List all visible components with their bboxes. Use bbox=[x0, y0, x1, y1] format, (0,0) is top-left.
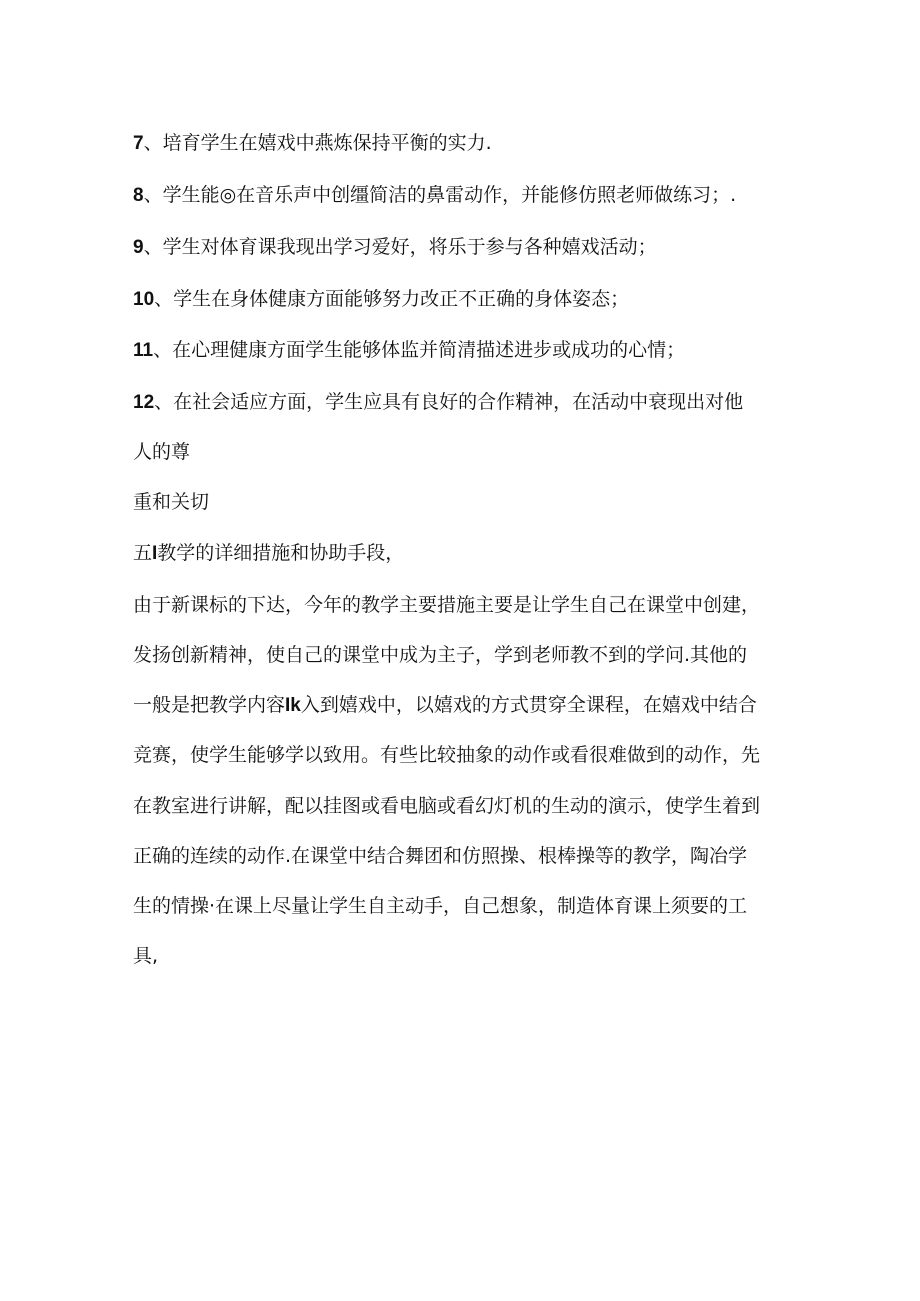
paragraph-text: 生的情操·在课上尽量让学生自主动手，自己想象，制造体育课上须要的工 bbox=[133, 895, 748, 917]
paragraph-line bbox=[133, 893, 813, 919]
list-item-8 bbox=[133, 182, 813, 209]
list-item-7 bbox=[133, 130, 813, 157]
paragraph-line bbox=[133, 742, 813, 768]
list-item-12 bbox=[133, 389, 813, 416]
list-item-11 bbox=[133, 337, 813, 364]
list-text: 、学生能◎在音乐声中创缰简洁的鼻雷动作，并能修仿照老师做练习；. bbox=[143, 184, 737, 206]
paragraph-text: 一般是把教学内容 bbox=[133, 694, 286, 716]
list-item-10 bbox=[133, 286, 813, 313]
paragraph-line bbox=[133, 592, 813, 618]
paragraph-text: 发扬创新精神，使自己的课堂中成为主子，学到老师教不到的学问.其他的 bbox=[133, 644, 748, 666]
paragraph-text: 竞赛，使学生能够学以致用。有些比较抽象的动作或看很难做到的动作，先 bbox=[133, 744, 761, 766]
heading-text: 教学的详细措施和协助手段， bbox=[157, 542, 405, 564]
paragraph-text: 正确的连续的动作.在课堂中结合舞团和仿照操、根棒操等的教学，陶冶学 bbox=[133, 845, 748, 867]
paragraph-line bbox=[133, 642, 813, 668]
list-text: 、培育学生在嬉戏中燕炼保持平衡的实力. bbox=[143, 132, 492, 154]
paragraph-text: 在教室进行讲解，配以挂图或看电脑或看幻灯机的生动的演示，使学生着到 bbox=[133, 795, 761, 817]
heading-bold: I bbox=[152, 543, 158, 564]
paragraph-line bbox=[133, 793, 813, 819]
paragraph-text: 入到嬉戏中，以嬉戏的方式贯穿全课程，在嬉戏中结合 bbox=[300, 694, 757, 716]
paragraph-line bbox=[133, 692, 813, 719]
list-number: 8 bbox=[133, 185, 144, 206]
continuation-line: 人的尊 bbox=[133, 441, 191, 463]
list-text: 、在社会适应方面，学生应具有良好的合作精神，在活动中衰现出对他 bbox=[154, 391, 744, 413]
list-number: 12 bbox=[133, 392, 155, 413]
list-number: 9 bbox=[133, 237, 144, 258]
list-number: 10 bbox=[133, 289, 155, 310]
paragraph-text: 由于新课标的下达，今年的教学主要措施主要是让学生自己在课堂中创建， bbox=[133, 594, 761, 616]
list-number: 11 bbox=[133, 340, 154, 361]
paragraph-line bbox=[133, 943, 813, 969]
paragraph-text: 具, bbox=[133, 945, 159, 967]
paragraph-bold-text: Ik bbox=[285, 695, 301, 716]
heading-prefix: 五 bbox=[133, 542, 153, 564]
list-number: 7 bbox=[133, 133, 144, 154]
list-text: 、在心理健康方面学生能够体监并简清描述进步或成功的心情； bbox=[153, 339, 686, 361]
list-item-9 bbox=[133, 234, 813, 261]
paragraph-line bbox=[133, 843, 813, 869]
list-text: 、学生对体育课我现出学习爱好，将乐于参与各种嬉戏活动； bbox=[143, 236, 657, 258]
continuation-line: 重和关切 bbox=[133, 491, 210, 513]
section-heading bbox=[133, 540, 813, 567]
list-text: 、学生在身体健康方面能够努力改正不正确的身体姿态； bbox=[154, 288, 630, 310]
